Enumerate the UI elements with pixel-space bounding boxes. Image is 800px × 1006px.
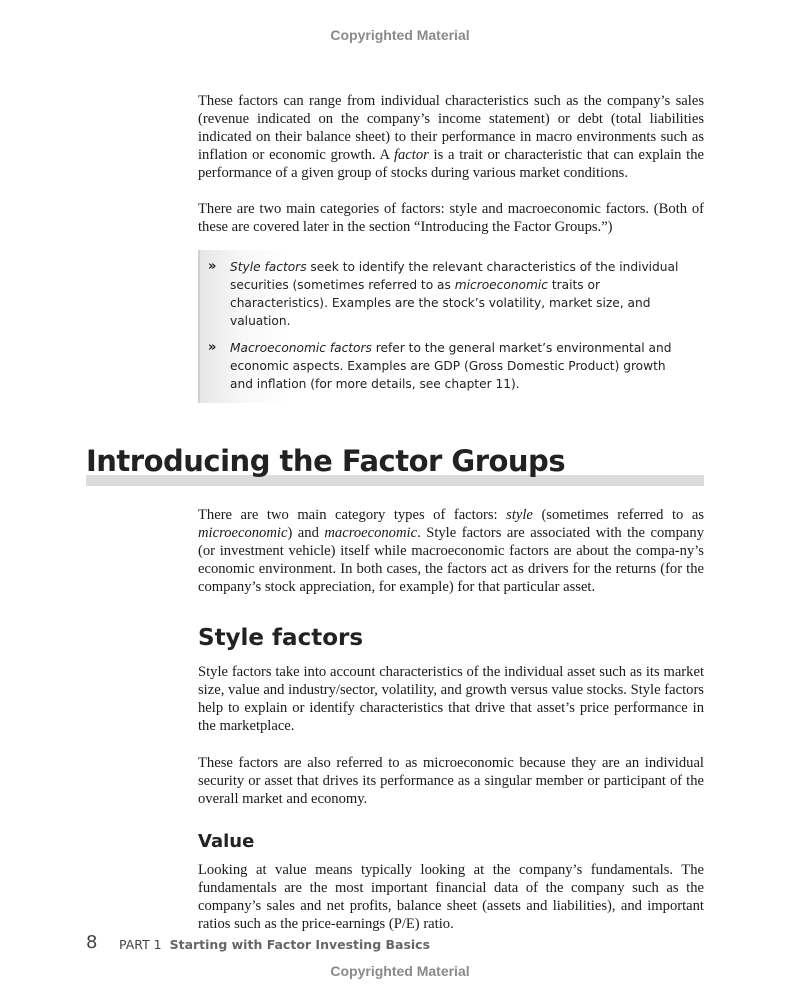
double-chevron-icon: » <box>208 340 217 355</box>
emphasis: macroeconomic <box>324 525 418 541</box>
bullet-list-box <box>198 250 702 403</box>
emphasis: factor <box>393 147 429 163</box>
text: (sometimes referred to as <box>532 507 705 523</box>
text: refer to the general market’s environmental and economic aspects. Examples are GDP (Gross Domestic Product) growth and inflation (for more details, see chapter 11). <box>230 341 672 391</box>
paragraph-factor-types <box>198 506 704 596</box>
section-heading: Introducing the Factor Groups <box>86 444 566 478</box>
emphasis: style <box>506 507 533 523</box>
text: . Style factors are associated with the company (or investment vehicle) itself while macroeconomic factors are about the compa-ny’s economic environment. In both cases, the factors act as drivers for the returns (for the company’s stock appreciation, for example) for that particular asset. <box>198 525 705 595</box>
watermark-bottom: Copyrighted Material <box>330 963 470 979</box>
text-column <box>86 92 705 933</box>
emphasis: microeconomic <box>198 525 288 541</box>
paragraph-intro <box>198 92 704 182</box>
page-number: 8 <box>86 932 98 953</box>
subheading-value: Value <box>198 831 255 852</box>
paragraph-value: Looking at value means typically looking at the company’s fundamentals. The fundamentals are the most important financial data of the company such as the company’s sales and net profits, balance sheet (assets and liabilities), and important ratios such as the price-earnings (P/E) ratio. <box>198 862 704 932</box>
paragraph-categories: There are two main categories of factors: style and macroeconomic factors. (Both of these are covered later in the section “Introducing the Factor Groups.”) <box>198 201 704 235</box>
subheading-style-factors: Style factors <box>198 625 364 651</box>
section-heading-block <box>86 444 704 486</box>
part-title: Starting with Factor Investing Basics <box>169 937 431 952</box>
text: ) and <box>287 525 325 541</box>
double-chevron-icon: » <box>208 259 217 274</box>
running-footer <box>119 937 430 952</box>
text: These factors can range from individual characteristics such as the company’s sales (revenue indicated on the company’s income statement) or debt (total liabilities indicated on their balance sheet) to their performance in macro environments such as inflation or economic growth. A <box>198 93 704 163</box>
text: There are two main category types of factors: <box>198 507 507 523</box>
bullet-item <box>208 258 680 330</box>
term: Style factors <box>230 260 307 274</box>
text: is a trait or characteristic that can explain the performance of a given group of stocks during various market conditions. <box>198 147 704 181</box>
part-label: PART 1 <box>119 937 162 952</box>
paragraph-style-factors: Style factors take into account characteristics of the individual asset such as its market size, value and industry/sector, volatility, and growth versus value stocks. Style factors help to explain or identify characteristics that drive that asset’s price performance in the marketplace. <box>198 664 704 734</box>
text: traits or characteristics). Examples are the stock’s volatility, market size, and valuation. <box>230 278 651 328</box>
text: seek to identify the relevant characteristics of the individual securities (sometimes referred to as <box>230 260 679 292</box>
bullet-item <box>208 339 680 393</box>
watermark-top: Copyrighted Material <box>330 27 470 43</box>
term: Macroeconomic factors <box>230 341 372 355</box>
paragraph-microeconomic: These factors are also referred to as microeconomic because they are an individual security or asset that drives its performance as a singular member or participant of the overall market and economy. <box>198 755 704 807</box>
emphasis: microeconomic <box>454 278 548 292</box>
